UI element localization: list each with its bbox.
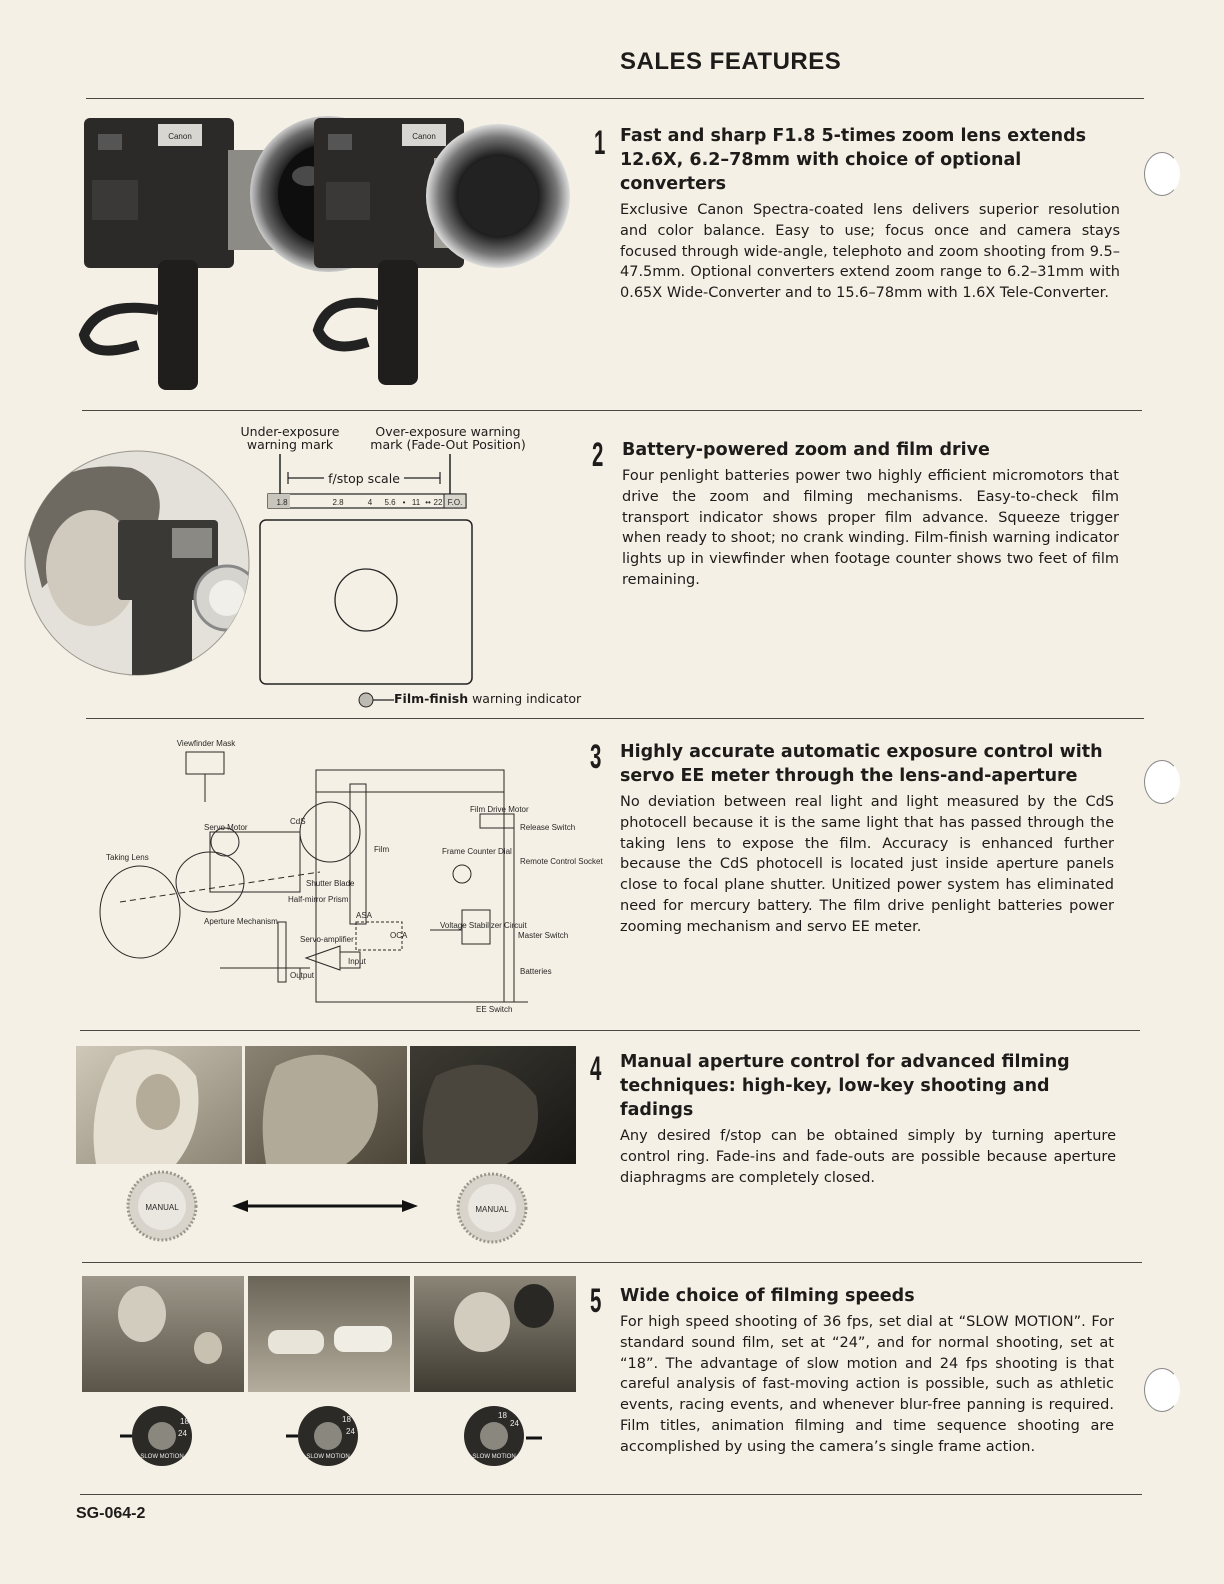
feature-number: 5 [590, 1282, 602, 1320]
feature-number: 3 [590, 738, 602, 776]
feature-body: Four penlight batteries power two highly efficient micromotors that drive the zoom and filming mechanisms. Easy-to-check film transport indicator shows proper film advance. Squeeze trigger when ready to shoot; no crank winding. Film-finish warning indicator lights up in viewfinder when footage counter shows two feet of film remaining. [622, 468, 1119, 588]
feature-number: 1 [594, 124, 606, 162]
over-exposure-label: mark (Fade-Out Position) [370, 437, 526, 452]
film-finish-label: Film-finish [394, 691, 469, 706]
diagram-label: Servo Motor [204, 823, 248, 832]
under-exposure-label: warning mark [246, 437, 334, 452]
diagram-label: Viewfinder Mask [176, 739, 236, 748]
filming-speed-photos [82, 1276, 582, 1472]
fstop-value: 2.8 [332, 498, 344, 507]
diagram-label: Shutter Blade [306, 879, 355, 888]
viewfinder-diagram [236, 422, 596, 722]
diagram-label: Master Switch [518, 931, 569, 940]
feature-4 [620, 1050, 1116, 1188]
woman-with-camera-photo [22, 448, 252, 678]
diagram-label: Remote Control Socket [520, 857, 603, 866]
feature-body: Any desired f/stop can be obtained simply by turning aperture control ring. Fade-ins and fade-outs are possible because aperture diaphragms are completely closed. [620, 1128, 1116, 1186]
fstop-value: F.O. [447, 498, 463, 507]
divider [80, 1494, 1142, 1495]
speed-dial [120, 1406, 192, 1466]
feature-title: Wide choice of filming speeds [620, 1286, 915, 1306]
diagram-label: Voltage Stabilizer Circuit [440, 921, 527, 930]
divider [80, 1030, 1140, 1031]
slow-motion-label: SLOW MOTION [472, 1454, 516, 1460]
diagram-label: ASA [356, 911, 373, 920]
feature-body: For high speed shooting of 36 fps, set dial at “SLOW MOTION”. For standard sound film, set at “24”, and for normal shooting, set at “18”. The advantage of slow motion and 24 fps shooting is that careful analysis of fast-moving action is possible, such as athletic events, racing events, and whenever blur-free panning is required. Film titles, animation filming and time sequence shooting are accomplished by using the camera’s single frame action. [620, 1314, 1114, 1455]
diagram-label: Half-mirror Prism [288, 895, 349, 904]
under-exposure-label: Under-exposure [240, 424, 340, 439]
feature-body: Exclusive Canon Spectra-coated lens delivers superior resolution and color balance. Easy to use; focus once and camera stays focused through wide-angle, telephoto and zoom shooting from 9.5–47.5mm. Optional converters extend zoom range to 6.2–31mm with 0.65X Wide-Converter and to 15.6–78mm with 1.6X Tele-Converter. [620, 202, 1120, 302]
divider [82, 410, 1142, 411]
feature-2 [622, 438, 1119, 591]
speed-18-label: 18 [342, 1415, 351, 1424]
diagram-label: Film Drive Motor [470, 805, 529, 814]
diagram-label: Film [374, 845, 390, 854]
divider [82, 1262, 1142, 1263]
diagram-label: EE Switch [476, 1005, 513, 1014]
camera-brand-label: Canon [168, 132, 192, 141]
fstop-value: 4 [367, 498, 373, 507]
feature-number: 2 [592, 436, 604, 474]
feature-body: No deviation between real light and light measured by the CdS photocell because it is the same light that has passed through the taking lens to expose the film. Accuracy is enhanced further because the CdS photocell is located just inside aperture panels close to focal plane shutter. Unitized power system has eliminated need for mercury battery. The film drive penlight batteries power zooming mechanism and servo EE meter. [620, 794, 1114, 935]
binder-hole [1144, 152, 1180, 196]
speed-24-label: 24 [346, 1427, 355, 1436]
exposure-mechanism-diagram [100, 732, 603, 1022]
fstop-value: 22 [433, 498, 443, 507]
speed-18-label: 18 [498, 1411, 507, 1420]
speed-dial [464, 1406, 542, 1466]
diagram-label: Aperture Mechanism [204, 917, 278, 926]
speed-24-label: 24 [510, 1419, 519, 1428]
diagram-label: Release Switch [520, 823, 576, 832]
over-exposure-label: Over-exposure warning [375, 424, 521, 439]
diagram-label: CdS [290, 817, 306, 826]
camera-photo-pair [78, 110, 578, 400]
diagram-label: Frame Counter Dial [442, 847, 512, 856]
fstop-scale-label: f/stop scale [328, 471, 400, 486]
feature-title: Highly accurate automatic exposure control with servo EE meter through the lens-and-aperture [620, 742, 1103, 786]
fade-sequence-photos [76, 1046, 576, 1246]
feature-number: 4 [590, 1050, 602, 1088]
feature-3 [620, 740, 1114, 938]
manual-dial-label: MANUAL [145, 1203, 179, 1212]
feature-1 [620, 124, 1120, 304]
diagram-label: Input [348, 957, 366, 966]
speed-24-label: 24 [178, 1429, 187, 1438]
feature-title: Manual aperture control for advanced filming techniques: high-key, low-key shooting and fadings [620, 1052, 1070, 1120]
speed-dial [286, 1406, 358, 1466]
fstop-value: 1.8 [276, 498, 288, 507]
speed-18-label: 18 [180, 1417, 189, 1426]
feature-title: Fast and sharp F1.8 5-times zoom lens extends 12.6X, 6.2–78mm with choice of optional converters [620, 126, 1087, 194]
diagram-label: Output [290, 971, 315, 980]
diagram-label: Servo-amplifier [300, 935, 354, 944]
fstop-value: 11 [411, 498, 421, 507]
binder-hole [1144, 760, 1180, 804]
divider [86, 98, 1144, 99]
manual-dial-label: MANUAL [475, 1205, 509, 1214]
diagram-label: Taking Lens [106, 853, 149, 862]
diagram-label: Batteries [520, 967, 552, 976]
binder-hole [1144, 1368, 1180, 1412]
diagram-label: OCA [390, 931, 408, 940]
fstop-value: •• [425, 498, 431, 507]
svg-text:Film-finish warning indicator [394, 691, 582, 706]
fstop-value: 5.6 [384, 498, 396, 507]
feature-title: Battery-powered zoom and film drive [622, 440, 990, 460]
film-finish-label-rest: warning indicator [468, 691, 582, 706]
slow-motion-label: SLOW MOTION [306, 1454, 350, 1460]
divider [86, 718, 1144, 719]
feature-5 [620, 1284, 1114, 1458]
camera-right [314, 118, 570, 385]
fstop-value: • [402, 498, 406, 507]
camera-brand-label: Canon [412, 132, 436, 141]
document-code: SG-064-2 [76, 1505, 146, 1522]
page-title: SALES FEATURES [620, 48, 842, 75]
slow-motion-label: SLOW MOTION [140, 1454, 184, 1460]
